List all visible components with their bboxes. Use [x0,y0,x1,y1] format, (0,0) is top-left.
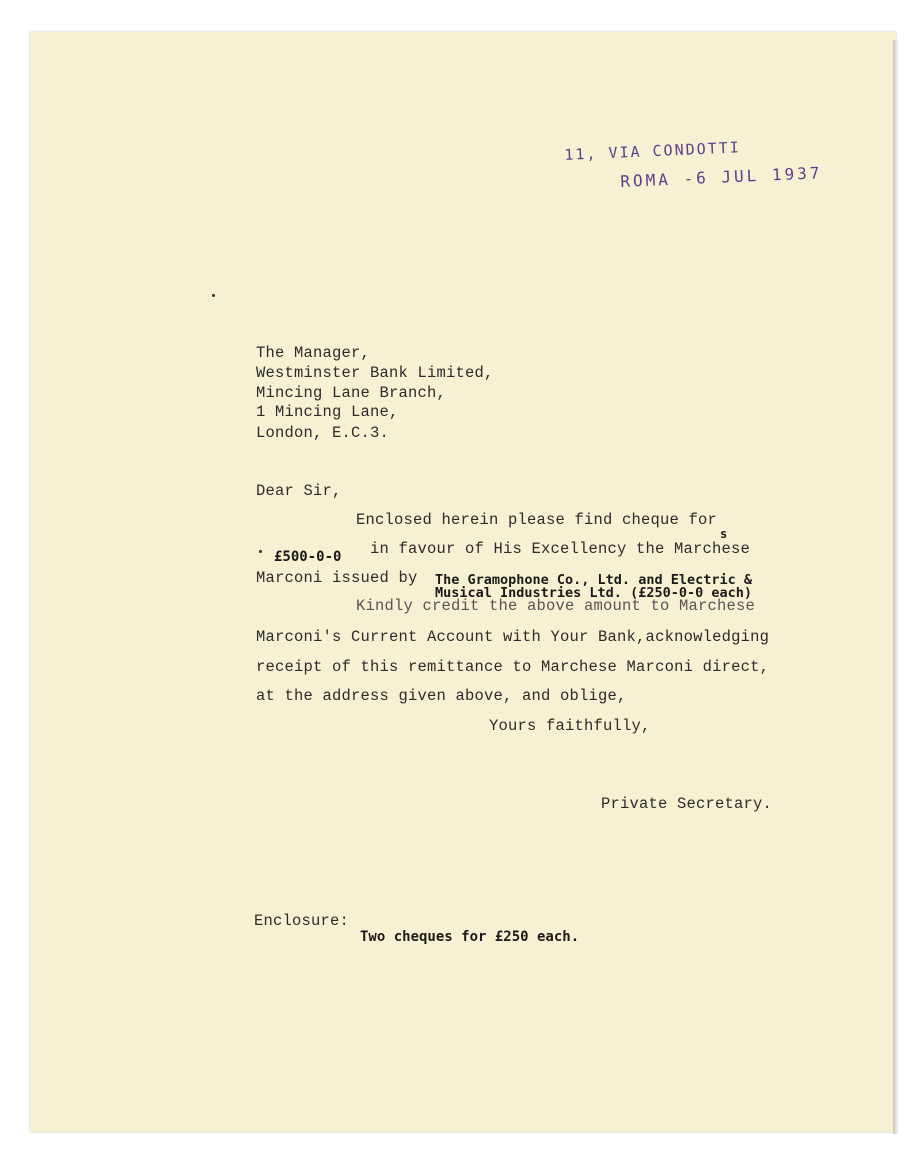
date-stamp: ROMA -6 JUL 1937 [620,163,823,191]
salutation: Dear Sir, [256,482,342,500]
enclosure-label: Enclosure: [254,912,350,930]
ink-dot [259,550,262,553]
enclosure-text: Two cheques for £250 each. [360,929,580,945]
address-line-5: London, E.C.3. [256,424,390,442]
body-line-1: Enclosed herein please find cheque for [356,511,718,529]
address-line-4: 1 Mincing Lane, [256,403,399,421]
address-line-1: The Manager, [256,344,371,362]
address-line-2: Westminster Bank Limited, [256,364,494,382]
issuer-line-2: Musical Industries Ltd. (£250-0-0 each) [435,585,752,601]
closing: Yours faithfully, [489,717,651,735]
body-line-3: Marconi issued by [256,569,418,587]
body-line-6: receipt of this remittance to Marchese Marconi direct, [256,658,770,676]
signature-title: Private Secretary. [601,795,773,813]
inserted-s: s [720,527,728,541]
cheque-amount: £500-0-0 [274,549,342,565]
issuer-line-1: The Gramophone Co., Ltd. and Electric & [435,572,752,588]
body-line-4: Kindly credit the above amount to Marchese [356,597,756,615]
address-line-3: Mincing Lane Branch, [256,384,447,402]
body-line-5: Marconi's Current Account with Your Bank,acknowledging [256,628,770,646]
body-line-7: at the address given above, and oblige, [256,687,627,705]
paper-speck [212,294,215,297]
body-line-2: in favour of His Excellency the Marchese [370,540,751,558]
address-stamp-line1: 11, VIA CONDOTTI [564,138,742,164]
page-edge-shadow [893,40,899,1134]
